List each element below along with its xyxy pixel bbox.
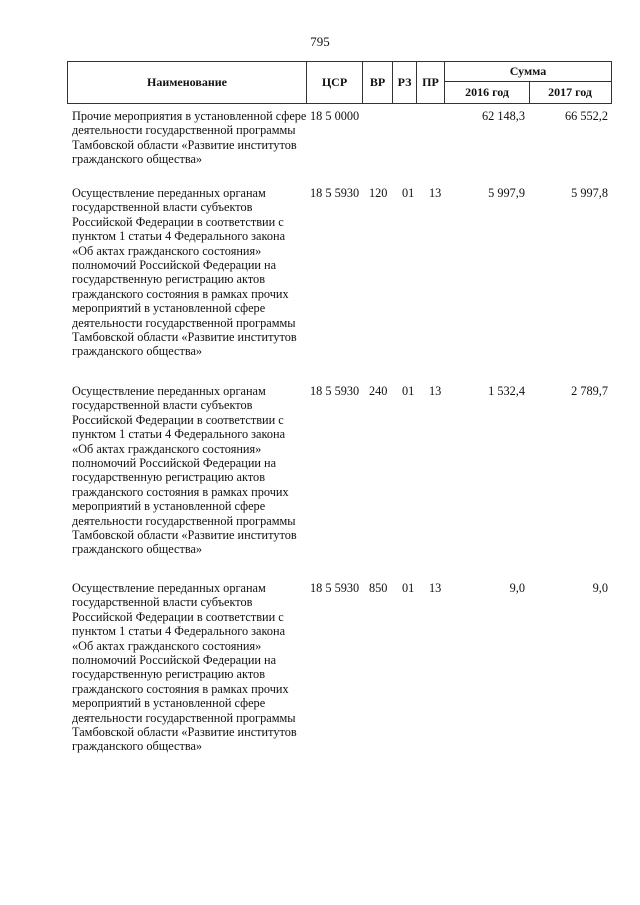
row-vr: 240 (369, 384, 388, 398)
row-sum-2017: 9,0 (592, 581, 608, 595)
header-csr: ЦСР (306, 62, 362, 103)
page-number: 795 (310, 34, 330, 49)
row-sum-2017: 66 552,2 (564, 109, 608, 123)
row-sum-2017: 5 997,8 (571, 186, 608, 200)
header-vr: ВР (362, 62, 392, 103)
row-sum-2016: 5 997,9 (488, 186, 525, 200)
header-name: Наименование (147, 75, 227, 89)
row-pr: 13 (429, 581, 442, 595)
header-year-2017: 2017 год (548, 84, 592, 99)
table-header (67, 61, 612, 104)
row-name: Осуществление переданных органам государственной власти субъектов Российской Федерации в соответствии с пунктом 1 статьи 4 Федерального закона «Об актах гражданского состояния» полномочий Российской Федерации на государственную регистрацию актов гражданского состояния в рамках прочих мероприятий в установленной сфере деятельности государственной программы Тамбовской области «Развитие институтов гражданского общества» (72, 581, 297, 754)
row-pr: 13 (429, 384, 442, 398)
row-name: Осуществление переданных органам государственной власти субъектов Российской Федерации в соответствии с пунктом 1 статьи 4 Федерального закона «Об актах гражданского состояния» полномочий Российской Федерации на государственную регистрацию актов гражданского состояния в рамках прочих мероприятий в установленной сфере деятельности государственной программы Тамбовской области «Развитие институтов гражданского общества» (72, 186, 297, 359)
row-rz: 01 (402, 186, 415, 200)
row-sum-2016: 62 148,3 (481, 109, 525, 123)
row-sum-2017: 2 789,7 (571, 384, 608, 398)
row-sum-2016: 9,0 (509, 581, 525, 595)
header-sum: Сумма (445, 62, 611, 82)
row-name: Прочие мероприятия в установленной сфере деятельности государственной программы Тамбовской области «Развитие институтов гражданского общества» (72, 109, 307, 167)
header-sum-group (444, 62, 611, 103)
row-vr: 120 (369, 186, 388, 200)
header-pr: ПР (416, 62, 444, 103)
header-year-2016: 2016 год (445, 81, 530, 103)
header-rz: РЗ (392, 62, 416, 103)
row-csr: 18 5 5930 (310, 186, 360, 200)
row-vr: 850 (369, 581, 388, 595)
row-csr: 18 5 5930 (310, 581, 360, 595)
row-csr: 18 5 0000 (310, 109, 360, 123)
row-sum-2016: 1 532,4 (488, 384, 525, 398)
row-rz: 01 (402, 581, 415, 595)
row-pr: 13 (429, 186, 442, 200)
row-rz: 01 (402, 384, 415, 398)
row-name: Осуществление переданных органам государственной власти субъектов Российской Федерации в соответствии с пунктом 1 статьи 4 Федерального закона «Об актах гражданского состояния» полномочий Российской Федерации на государственную регистрацию актов гражданского состояния в рамках прочих мероприятий в установленной сфере деятельности государственной программы Тамбовской области «Развитие институтов гражданского общества» (72, 384, 297, 557)
row-csr: 18 5 5930 (310, 384, 360, 398)
